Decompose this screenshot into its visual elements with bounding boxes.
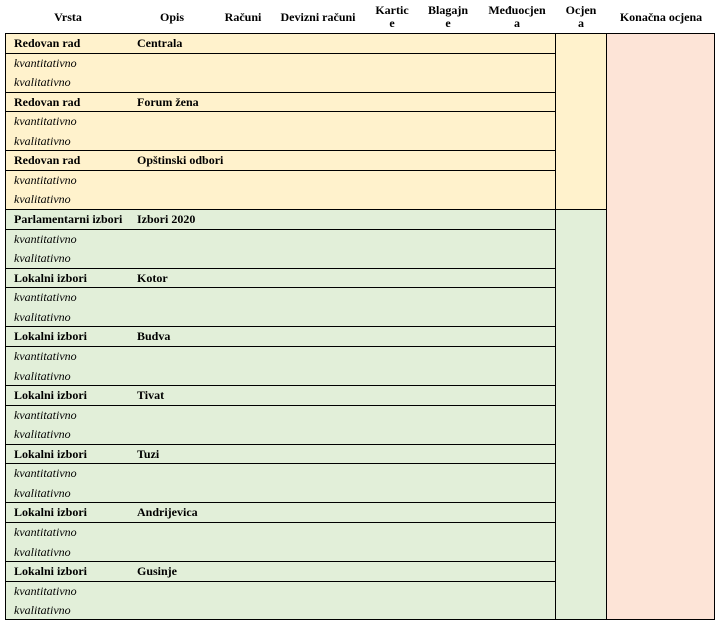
vrsta-cell: Lokalni izbori <box>14 446 88 461</box>
ocjena-cell-redovan-rad <box>555 33 607 209</box>
sub-label-cell: kvantitativno <box>14 466 77 481</box>
vrsta-cell: Lokalni izbori <box>14 329 88 344</box>
kvalitativno-row <box>5 366 555 386</box>
row-divider <box>5 385 555 386</box>
ocjena-left-border <box>555 33 556 620</box>
group-header-row <box>5 268 555 288</box>
opis-cell: Tuzi <box>137 446 160 461</box>
row-divider <box>5 287 555 288</box>
sub-label-cell: kvalitativno <box>14 133 71 148</box>
sub-label-cell: kvantitativno <box>14 55 77 70</box>
opis-cell: Centrala <box>137 36 183 50</box>
group-header-row <box>5 444 555 464</box>
vrsta-cell: Redovan rad <box>14 153 81 168</box>
opis-cell: Budva <box>137 329 171 344</box>
group-header-row <box>5 385 555 405</box>
table-top-border <box>5 33 715 34</box>
sub-label-cell: kvalitativno <box>14 251 71 266</box>
header-kartice: Kartic e <box>375 3 409 30</box>
vrsta-cell: Lokalni izbori <box>14 564 88 579</box>
row-divider <box>5 111 555 112</box>
sub-label-cell: kvalitativno <box>14 485 71 500</box>
sub-label-cell: kvalitativno <box>14 427 71 442</box>
row-divider <box>5 502 555 503</box>
kvantitativno-row <box>5 53 555 73</box>
group-header-row <box>5 209 555 229</box>
sub-label-cell: kvantitativno <box>14 172 77 187</box>
kvalitativno-row <box>5 248 555 268</box>
sub-label-cell: kvalitativno <box>14 603 71 618</box>
row-divider <box>5 463 555 464</box>
group-header-row <box>5 502 555 522</box>
sub-label-cell: kvantitativno <box>14 583 77 598</box>
konacna-ocjena-cell <box>607 33 715 620</box>
kvantitativno-row <box>5 463 555 483</box>
table-right-border <box>714 33 715 620</box>
kvantitativno-row <box>5 170 555 190</box>
kvalitativno-row <box>5 189 555 209</box>
vrsta-cell: Lokalni izbori <box>14 388 88 403</box>
kvalitativno-row <box>5 307 555 327</box>
header-vrsta: Vrsta <box>54 10 82 24</box>
sub-label-cell: kvalitativno <box>14 192 71 207</box>
kvantitativno-row <box>5 287 555 307</box>
header-devizni-racuni: Devizni računi <box>280 10 356 24</box>
row-divider <box>5 561 555 562</box>
row-divider <box>5 581 555 582</box>
table-header <box>0 0 722 33</box>
header-konacna-ocjena: Konačna ocjena <box>619 10 703 24</box>
kvalitativno-row <box>5 542 555 562</box>
row-divider <box>5 229 555 230</box>
sub-label-cell: kvantitativno <box>14 407 77 422</box>
sub-label-cell: kvalitativno <box>14 309 71 324</box>
vrsta-cell: Parlamentarni izbori <box>14 212 123 227</box>
ocjena-cell-izbori <box>555 209 607 620</box>
vrsta-cell: Lokalni izbori <box>14 505 88 520</box>
header-blagajne: Blagajn e <box>427 3 468 30</box>
row-divider <box>5 522 555 523</box>
sub-label-cell: kvantitativno <box>14 348 77 363</box>
sub-label-cell: kvantitativno <box>14 290 77 305</box>
row-divider <box>5 326 555 327</box>
kvantitativno-row <box>5 522 555 542</box>
kvantitativno-row <box>5 581 555 601</box>
row-divider <box>5 53 555 54</box>
kvantitativno-row <box>5 229 555 249</box>
vrsta-cell: Redovan rad <box>14 94 81 109</box>
header-racuni: Računi <box>224 10 262 24</box>
row-divider <box>5 268 555 269</box>
opis-cell: Gusinje <box>137 564 178 579</box>
header-meduocjena: Međuocjen a <box>488 3 546 30</box>
group-header-row <box>5 92 555 112</box>
row-divider <box>5 346 555 347</box>
konacna-left-border <box>606 33 607 620</box>
sub-label-cell: kvantitativno <box>14 525 77 539</box>
group-header-row <box>5 561 555 581</box>
vrsta-cell: Redovan rad <box>14 36 81 50</box>
sub-label-cell: kvantitativno <box>14 231 77 246</box>
header-opis: Opis <box>159 10 184 24</box>
ocjena-section-divider <box>555 209 606 210</box>
kvalitativno-row <box>5 483 555 503</box>
opis-cell: Forum žena <box>137 94 199 109</box>
sub-label-cell: kvalitativno <box>14 75 71 90</box>
group-header-row <box>5 150 555 170</box>
row-divider <box>5 209 555 210</box>
sub-label-cell: kvalitativno <box>14 544 71 559</box>
group-header-row <box>5 33 555 53</box>
opis-cell: Kotor <box>137 270 168 285</box>
row-divider <box>5 92 555 93</box>
kvantitativno-row <box>5 405 555 425</box>
row-divider <box>5 150 555 151</box>
opis-cell: Opštinski odbori <box>137 153 224 168</box>
kvalitativno-row <box>5 600 555 620</box>
group-header-row <box>5 326 555 346</box>
row-divider <box>5 444 555 445</box>
opis-cell: Izbori 2020 <box>137 212 196 227</box>
kvalitativno-row <box>5 131 555 151</box>
kvalitativno-row <box>5 424 555 444</box>
table-bottom-border <box>5 619 715 620</box>
sub-label-cell: kvantitativno <box>14 114 77 129</box>
row-divider <box>5 405 555 406</box>
opis-cell: Tivat <box>137 388 165 403</box>
kvalitativno-row <box>5 72 555 92</box>
vrsta-cell: Lokalni izbori <box>14 270 88 285</box>
header-ocjena: Ocjen a <box>565 3 597 30</box>
kvantitativno-row <box>5 111 555 131</box>
kvantitativno-row <box>5 346 555 366</box>
opis-cell: Andrijevica <box>137 505 198 520</box>
sub-label-cell: kvalitativno <box>14 368 71 383</box>
row-divider <box>5 170 555 171</box>
